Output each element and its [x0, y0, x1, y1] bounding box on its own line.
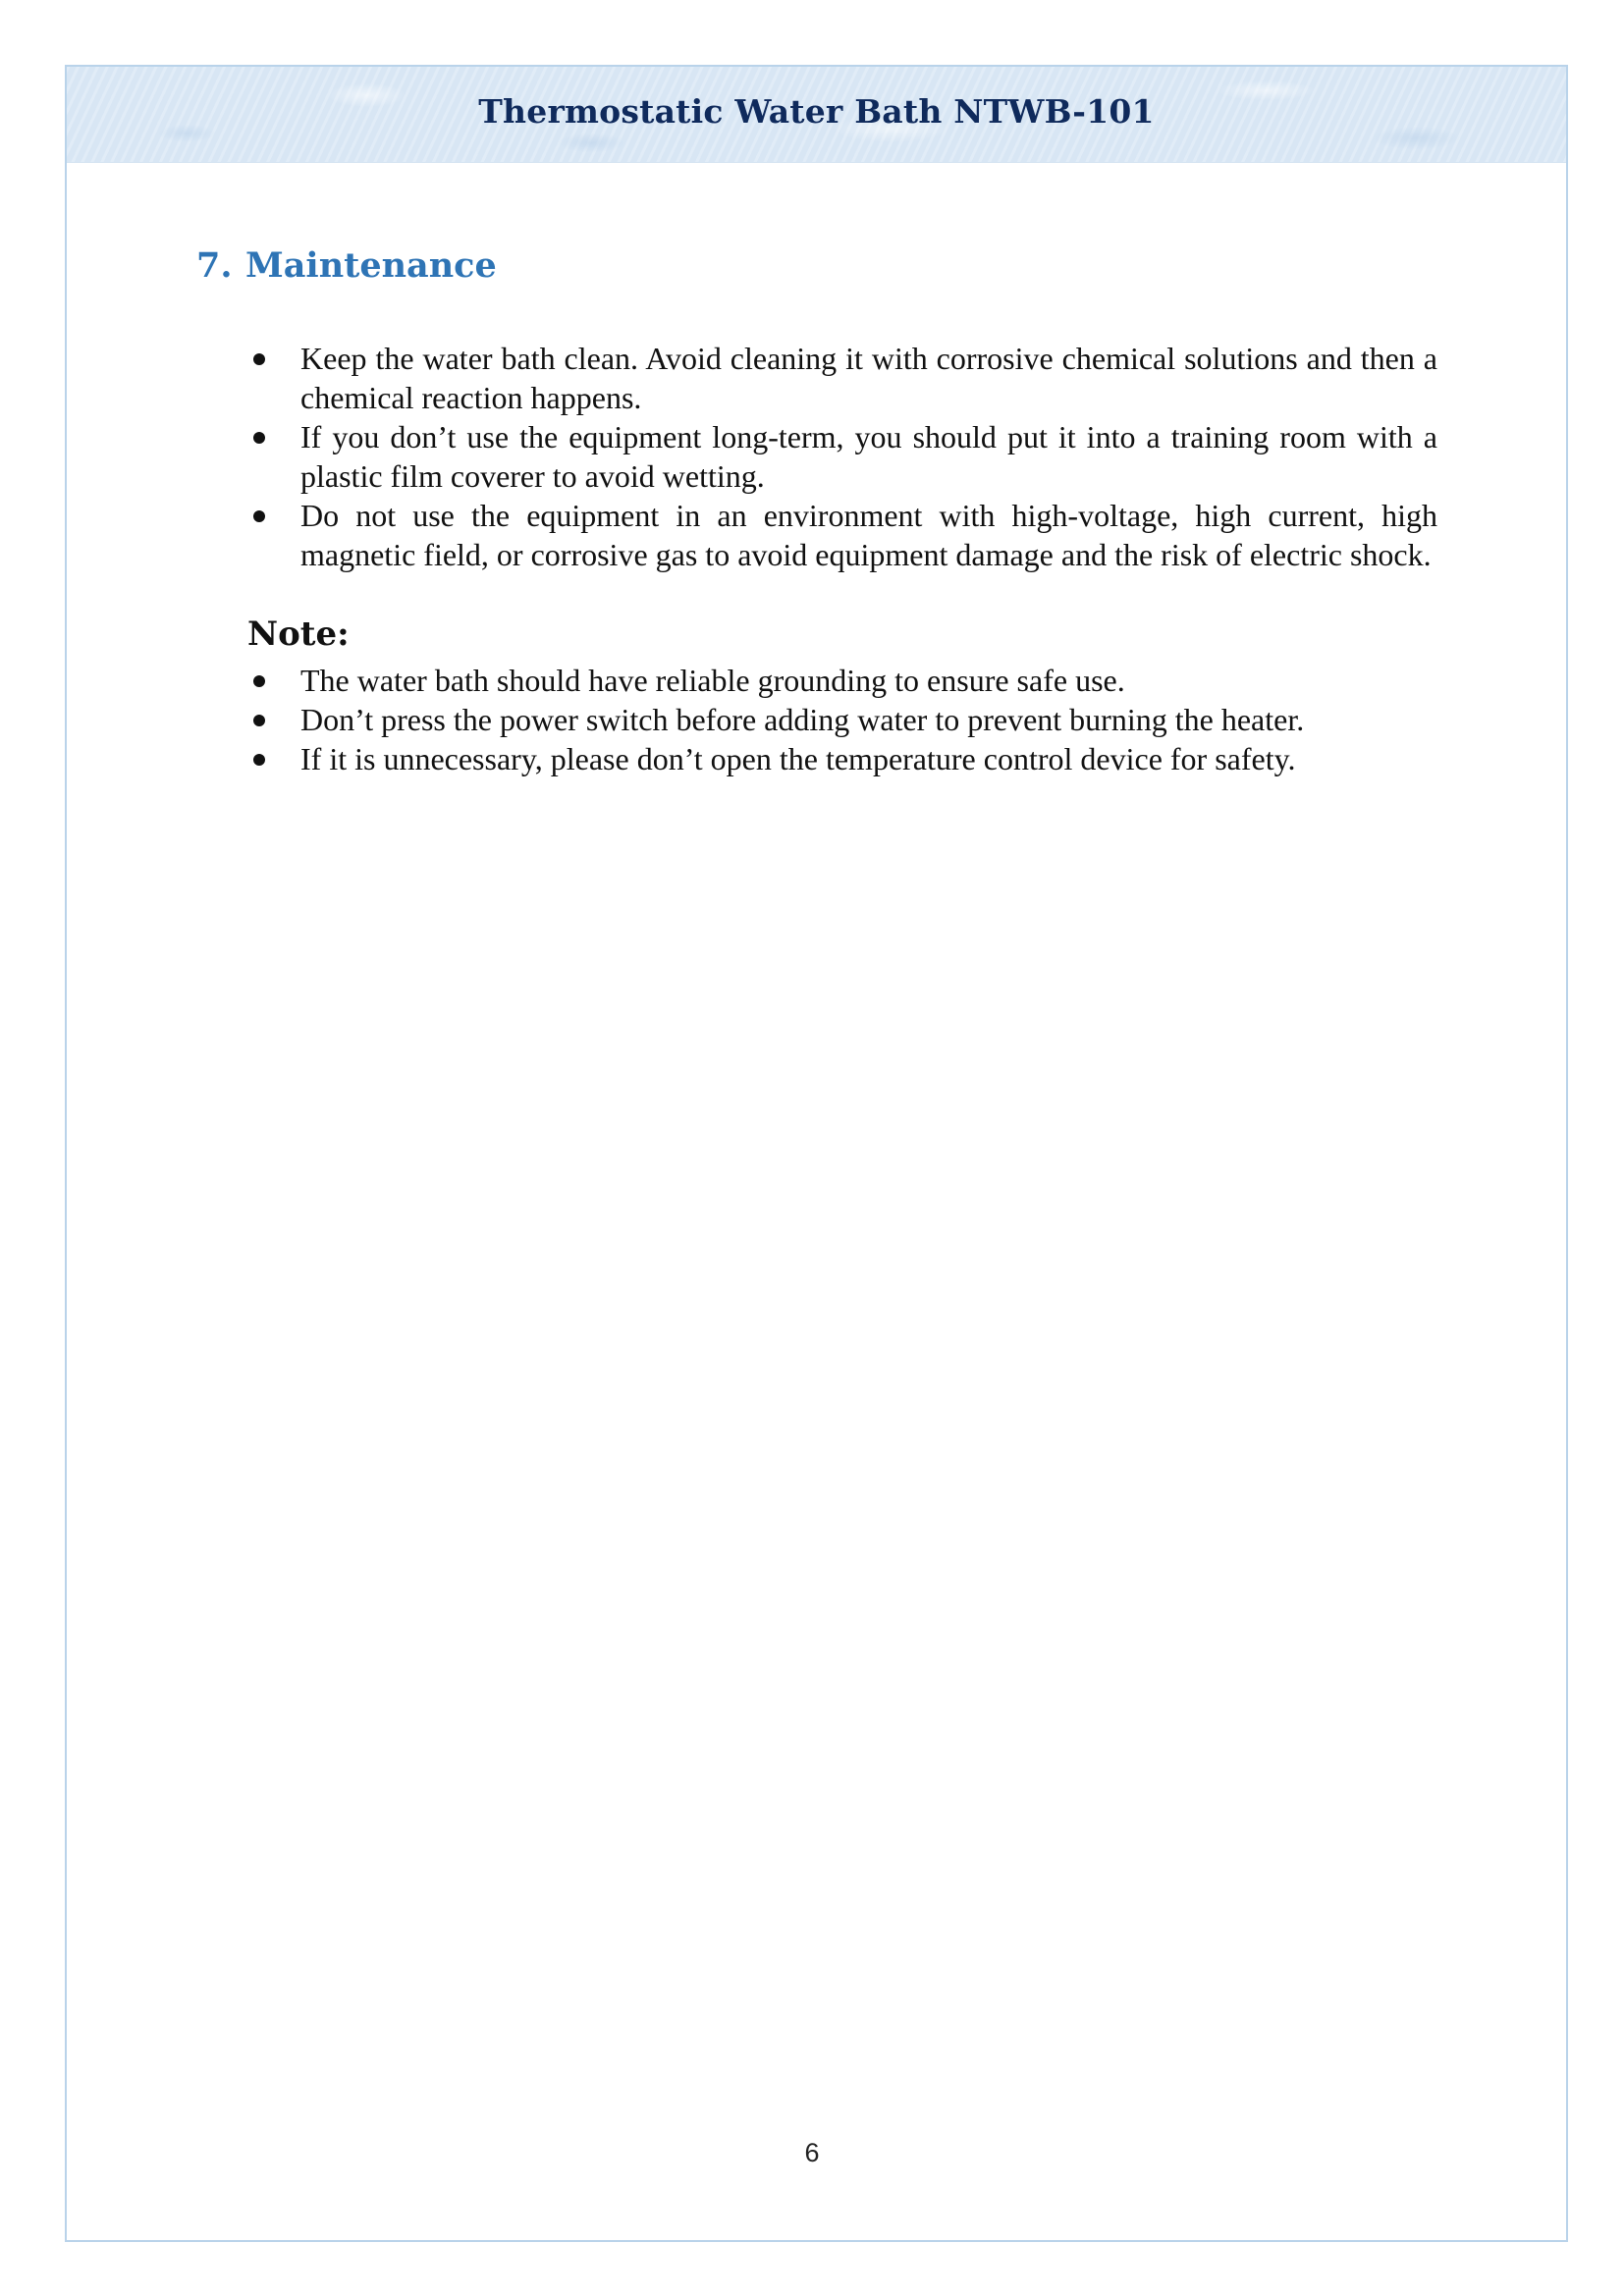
- bullet-icon: [253, 353, 265, 365]
- list-item-text: Do not use the equipment in an environment with high-voltage, high current, high magnetic field, or corrosive gas to avoid equipment damage and the risk of electric shock.: [300, 498, 1437, 572]
- page-number: 6: [804, 2138, 820, 2167]
- document-title: Thermostatic Water Bath NTWB-101: [478, 92, 1155, 131]
- list-item-text: The water bath should have reliable grounding to ensure safe use.: [300, 663, 1125, 698]
- list-item-text: Keep the water bath clean. Avoid cleaning it with corrosive chemical solutions and then a chemical reaction happens.: [300, 341, 1437, 415]
- list-item: [247, 739, 1437, 778]
- bullet-icon: [253, 715, 265, 726]
- bullet-icon: [253, 754, 265, 766]
- bullet-icon: [253, 675, 265, 687]
- note-heading: Note:: [247, 614, 350, 654]
- bullet-icon: [253, 510, 265, 522]
- list-item-text: Don’t press the power switch before adding water to prevent burning the heater.: [300, 702, 1305, 737]
- header-banner: [67, 67, 1566, 163]
- bullet-icon: [253, 432, 265, 444]
- section-heading: [196, 245, 497, 286]
- list-item-text: If you don’t use the equipment long-term, you should put it into a training room with a plastic film coverer to avoid wetting.: [300, 419, 1437, 494]
- list-item: [247, 700, 1437, 739]
- list-item-text: If it is unnecessary, please don’t open the temperature control device for safety.: [300, 741, 1296, 776]
- list-item: [247, 661, 1437, 700]
- list-item: [247, 339, 1437, 417]
- list-item: [247, 496, 1437, 574]
- note-list: [247, 661, 1437, 778]
- section-number: 7.: [196, 245, 233, 286]
- list-item: [247, 417, 1437, 496]
- section-title: Maintenance: [245, 245, 497, 286]
- maintenance-list: [247, 339, 1437, 574]
